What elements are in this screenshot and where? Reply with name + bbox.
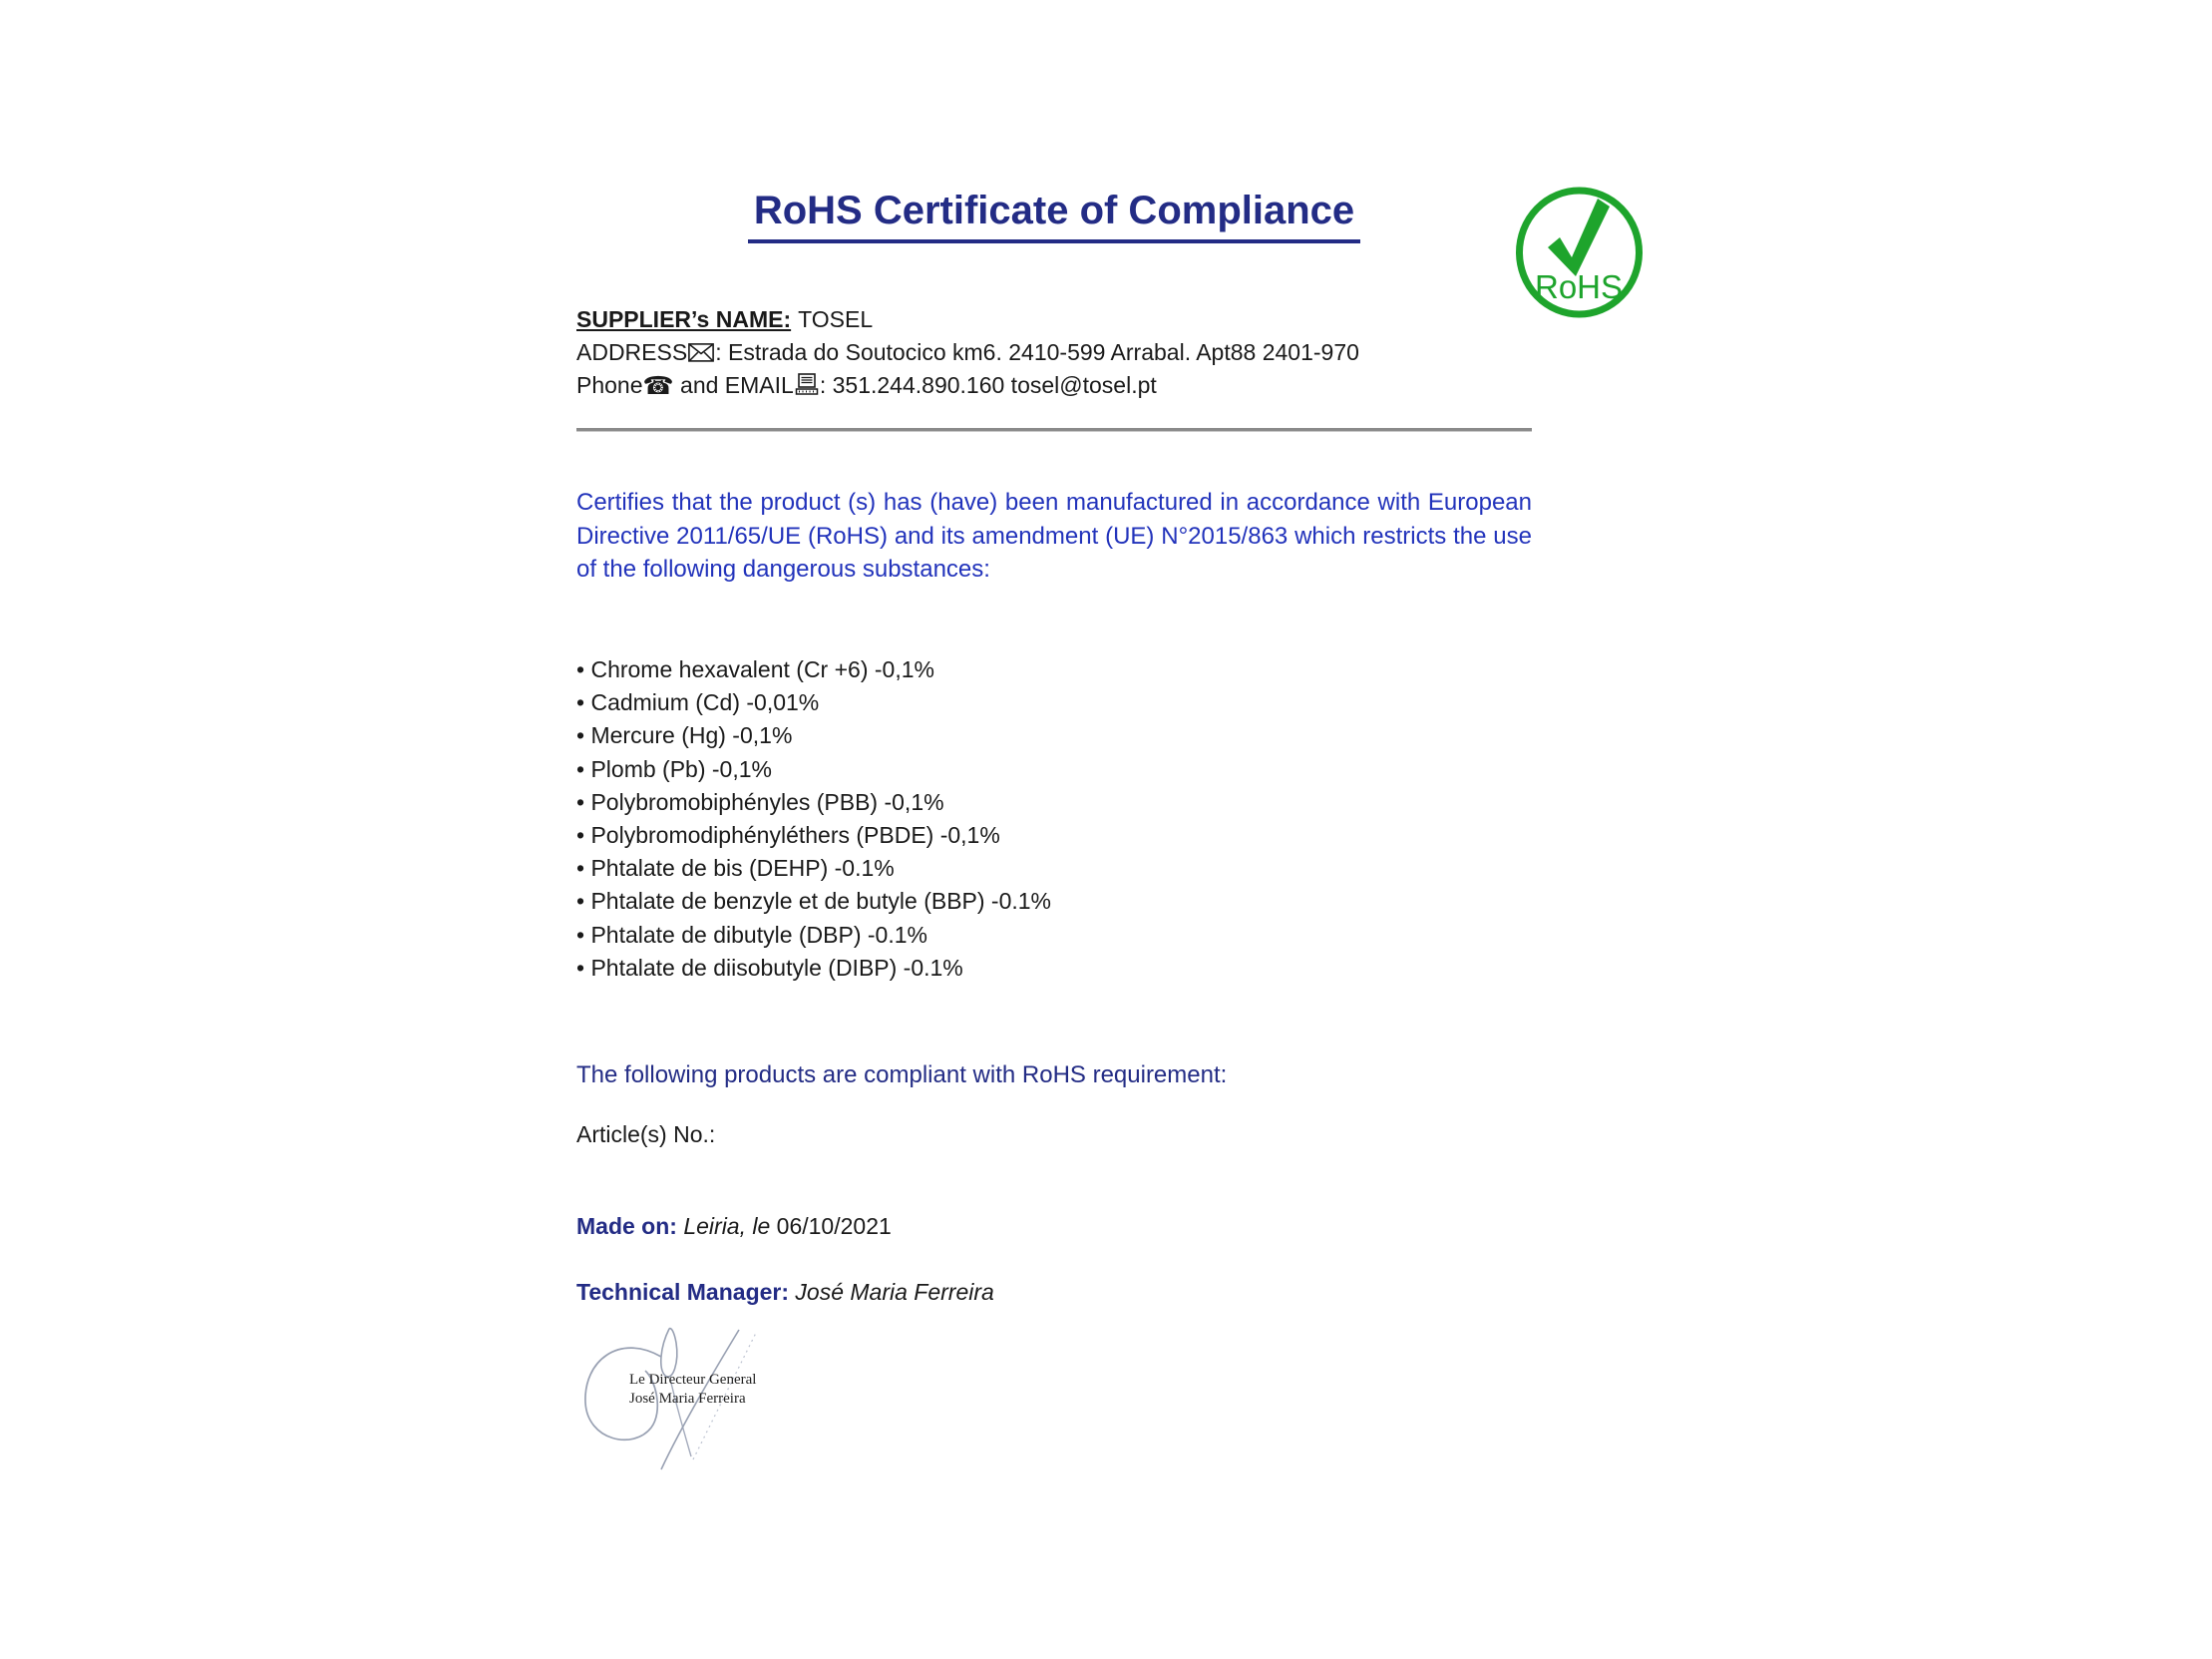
technical-manager-label: Technical Manager: — [576, 1279, 790, 1305]
signature-text — [629, 1371, 756, 1409]
substance-item: • Polybromobiphényles (PBB) -0,1% — [576, 786, 1532, 819]
supplier-name-value: TOSEL — [798, 306, 874, 332]
technical-manager-name: José Maria Ferreira — [795, 1279, 994, 1305]
signature-block — [581, 1327, 911, 1496]
made-on-date: 06/10/2021 — [776, 1213, 892, 1239]
substance-item: • Plomb (Pb) -0,1% — [576, 753, 1532, 786]
substance-item: • Phtalate de benzyle et de butyle (BBP) -0.1% — [576, 885, 1532, 918]
supplier-contact-line — [576, 369, 1532, 402]
address-value: : Estrada do Soutocico km6. 2410-599 Arrabal. Apt88 2401-970 — [715, 339, 1359, 365]
contact-value: : 351.244.890.160 tosel@tosel.pt — [819, 372, 1157, 398]
page-title: RoHS Certificate of Compliance — [748, 190, 1360, 243]
made-on-label: Made on: — [576, 1213, 677, 1239]
substance-item: • Mercure (Hg) -0,1% — [576, 719, 1532, 752]
supplier-name-line — [576, 303, 1532, 336]
supplier-address-line — [576, 336, 1532, 369]
rohs-check-icon — [1514, 186, 1645, 319]
rohs-logo — [1514, 186, 1645, 319]
substance-item: • Cadmium (Cd) -0,01% — [576, 686, 1532, 719]
and-email-label: and EMAIL — [673, 372, 794, 398]
made-on-place: Leiria, le — [683, 1213, 771, 1239]
computer-icon — [795, 373, 819, 395]
substance-item: • Polybromodiphényléthers (PBDE) -0,1% — [576, 819, 1532, 852]
compliance-statement: The following products are compliant with RoHS requirement: — [576, 1061, 1228, 1088]
substances-list — [576, 653, 1532, 985]
supplier-name-label: SUPPLIER’s NAME: — [576, 306, 792, 332]
made-on-line — [576, 1213, 1532, 1240]
rohs-logo-label: RoHS — [1534, 268, 1624, 305]
substance-item: • Phtalate de dibutyle (DBP) -0.1% — [576, 919, 1532, 952]
signature-title: Le Directeur General — [629, 1372, 757, 1388]
articles-label: Article(s) No.: — [576, 1121, 716, 1147]
signature-name: José Maria Ferreira — [629, 1391, 746, 1407]
phone-icon: ☎ — [642, 371, 674, 400]
phone-label: Phone — [576, 372, 643, 398]
address-label: ADDRESS — [576, 339, 688, 365]
divider-line — [576, 428, 1532, 432]
substance-item: • Phtalate de bis (DEHP) -0.1% — [576, 852, 1532, 885]
technical-manager-line — [576, 1279, 1532, 1306]
substance-item: • Phtalate de diisobutyle (DIBP) -0.1% — [576, 952, 1532, 985]
supplier-block — [576, 303, 1532, 402]
envelope-icon — [688, 343, 714, 362]
certification-paragraph: Certifies that the product (s) has (have) been manufactured in accordance with European Directive 2011/65/UE (RoHS) and its amendment (UE) N°2015/863 which restricts the use of the following dangerous substances: — [576, 489, 1532, 583]
substance-item: • Chrome hexavalent (Cr +6) -0,1% — [576, 653, 1532, 686]
title-area — [576, 190, 1532, 243]
